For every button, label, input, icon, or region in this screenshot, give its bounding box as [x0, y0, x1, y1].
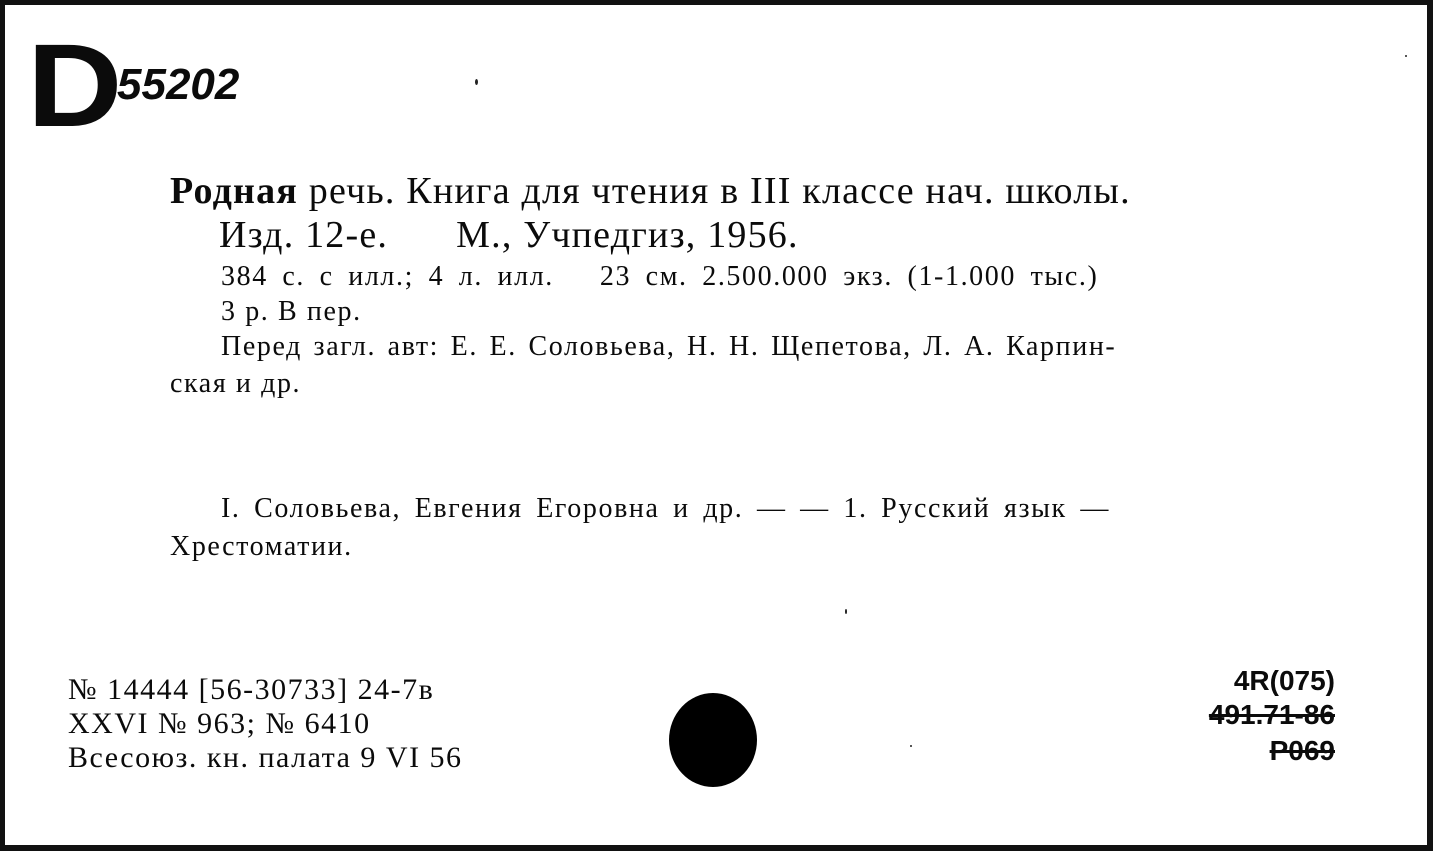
speck: [1405, 55, 1407, 57]
pagination: 384 с. с илл.; 4 л. илл.: [221, 261, 554, 292]
authors-note-continued: ская и др.: [170, 368, 302, 399]
edition-imprint-line: [219, 216, 799, 254]
price: 3 р. В пер.: [221, 296, 362, 327]
registration-number: № 14444 [56-30733] 24-7в: [68, 673, 435, 706]
card-punch-hole: [669, 693, 757, 787]
authors-note: Перед загл. авт: Е. Е. Соловьева, Н. Н. Щепетова, Л. А. Карпин-: [221, 331, 1117, 362]
title-rest: речь. Книга для чтения в III классе нач. школы.: [298, 170, 1131, 212]
edition: Изд. 12-е.: [219, 214, 389, 256]
speck: [845, 609, 847, 614]
speck: [910, 745, 912, 747]
imprint: М., Учпедгиз, 1956.: [456, 214, 799, 256]
title-first-word: Родная: [170, 170, 299, 212]
size-print-run: 23 см. 2.500.000 экз. (1-1.000 тыс.): [599, 261, 1099, 292]
chamber-stamp: Всесоюз. кн. палата 9 VI 56: [68, 741, 463, 774]
call-number: 55202: [117, 60, 240, 109]
title-line: [170, 172, 1131, 210]
classification-struck: 491.71-86: [1208, 699, 1335, 730]
speck: [475, 79, 478, 85]
call-number-letter: D: [27, 20, 123, 152]
tracings: I. Соловьева, Евгения Егоровна и др. — — 1. Русский язык —: [221, 493, 1110, 524]
collation-line: [221, 263, 1098, 291]
catalog-index: XXVI № 963; № 6410: [68, 707, 371, 740]
classification-struck-2: P069: [1269, 735, 1335, 766]
tracings-continued: Хрестоматии.: [170, 531, 353, 562]
classification-code: 4R(075): [1233, 665, 1335, 696]
